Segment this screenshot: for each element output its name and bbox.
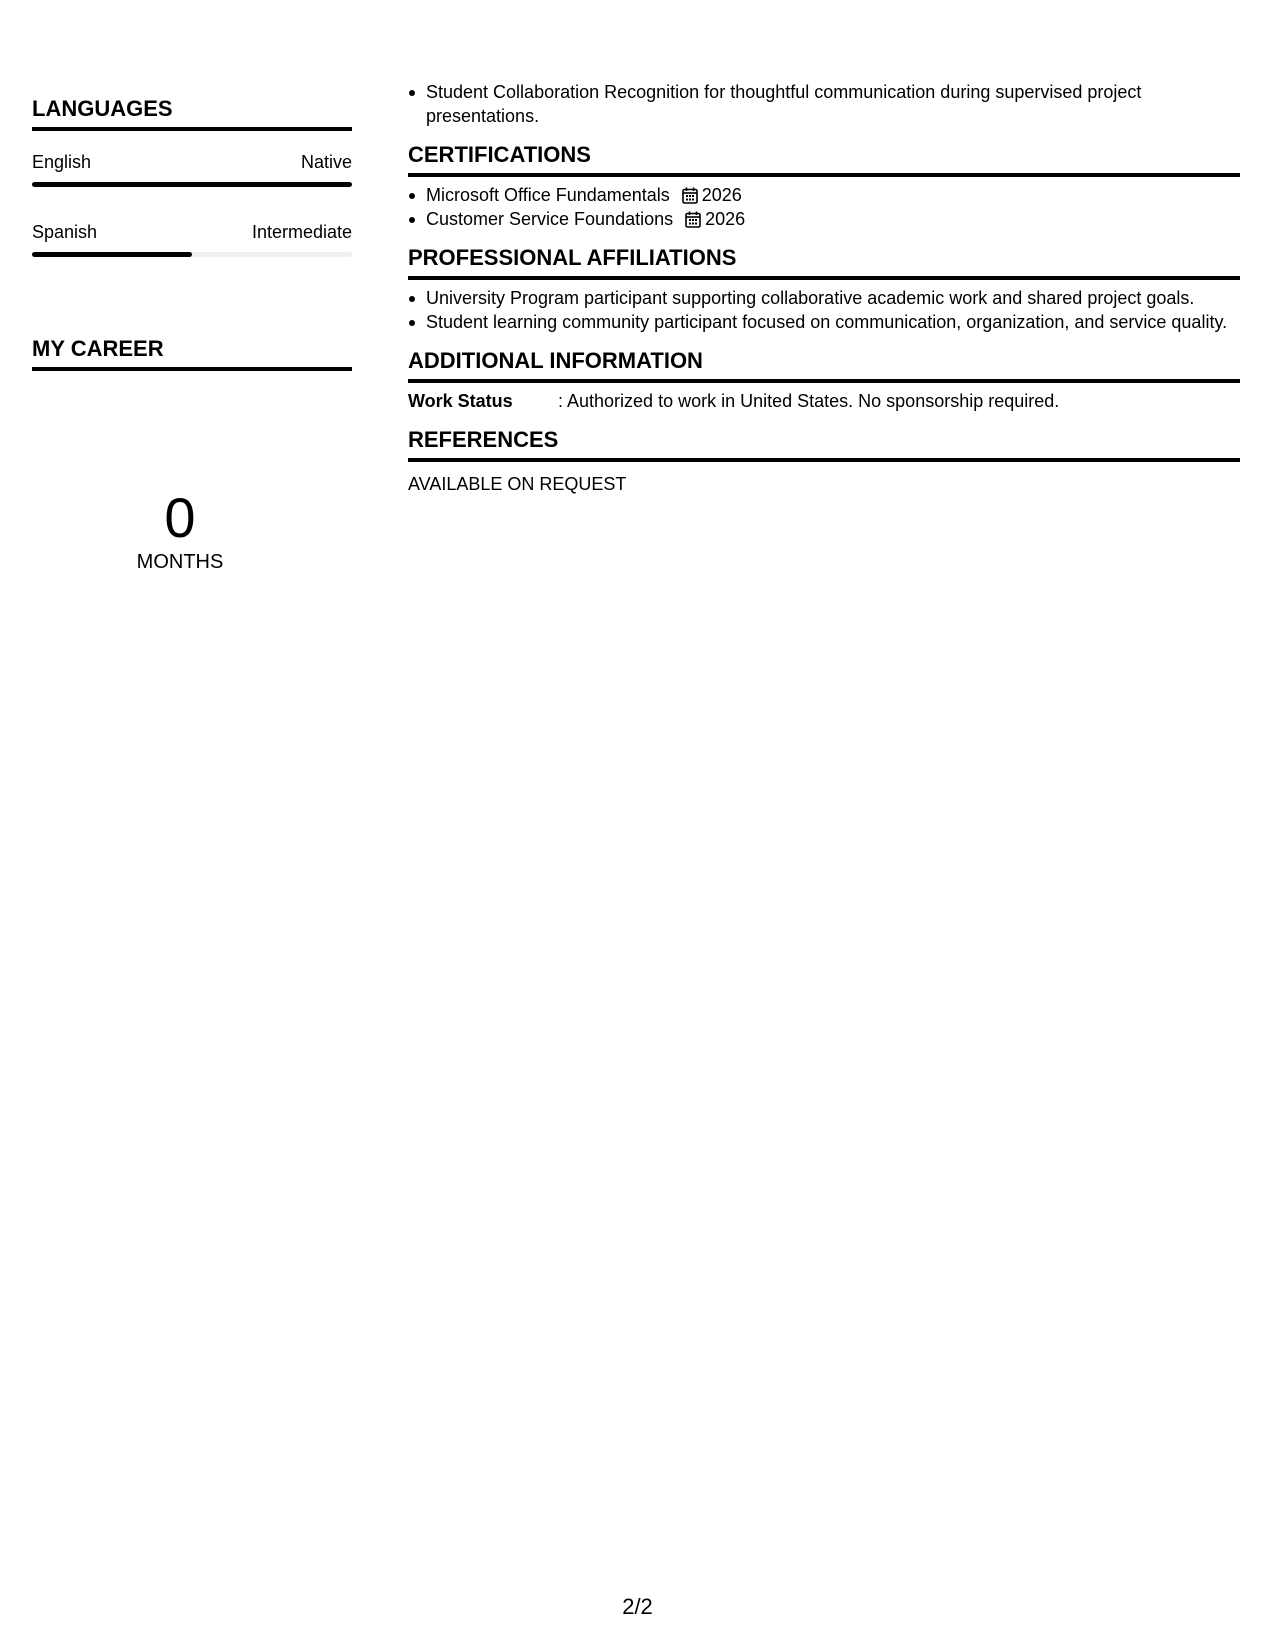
language-row-spanish (32, 220, 352, 250)
awards-list (408, 80, 1240, 128)
languages-heading: LANGUAGES (32, 96, 352, 131)
language-proficiency-fill (32, 252, 192, 257)
list-item (408, 183, 1240, 207)
certification-name: Customer Service Foundations (426, 209, 674, 229)
references-text: AVAILABLE ON REQUEST (408, 474, 627, 494)
certifications-list (408, 183, 1240, 231)
affiliations-heading: PROFESSIONAL AFFILIATIONS (408, 245, 1240, 280)
references-heading: REFERENCES (408, 427, 1240, 462)
right-column (408, 80, 1240, 496)
references-section (408, 427, 1240, 496)
certification-name: Microsoft Office Fundamentals (426, 185, 670, 205)
career-duration-unit: MONTHS (136, 551, 224, 573)
certification-year: 2026 (705, 209, 746, 229)
language-level: Intermediate (251, 222, 352, 242)
calendar-icon (685, 211, 701, 228)
work-status-value: : Authorized to work in United States. No sponsorship required. (558, 391, 1060, 411)
work-status-row (408, 389, 1240, 413)
list-item: Student learning community participant focused on communication, organization, and service quality. (408, 310, 1240, 334)
language-level: Native (300, 152, 352, 172)
language-proficiency-fill (32, 182, 352, 187)
list-item (408, 207, 1240, 231)
certifications-heading: CERTIFICATIONS (408, 142, 1240, 177)
list-item: Student Collaboration Recognition for thoughtful communication during supervised project presentations. (408, 80, 1240, 128)
affiliations-list (408, 286, 1240, 334)
career-duration-value: 0 (164, 486, 196, 549)
language-name: English (32, 152, 92, 172)
additional-info-heading: ADDITIONAL INFORMATION (408, 348, 1240, 383)
work-status-label: Work Status (408, 391, 513, 411)
language-proficiency-bar (32, 252, 352, 257)
career-heading: MY CAREER (32, 336, 352, 371)
additional-info-section (408, 348, 1240, 413)
list-item: University Program participant supporting collaborative academic work and shared project goals. (408, 286, 1240, 310)
calendar-icon (682, 187, 698, 204)
certification-year: 2026 (701, 185, 742, 205)
affiliations-section (408, 245, 1240, 334)
language-row-english (32, 150, 352, 180)
language-proficiency-bar (32, 182, 352, 187)
page-number: 2/2 (622, 1594, 653, 1619)
language-name: Spanish (32, 222, 98, 242)
certifications-section (408, 142, 1240, 231)
